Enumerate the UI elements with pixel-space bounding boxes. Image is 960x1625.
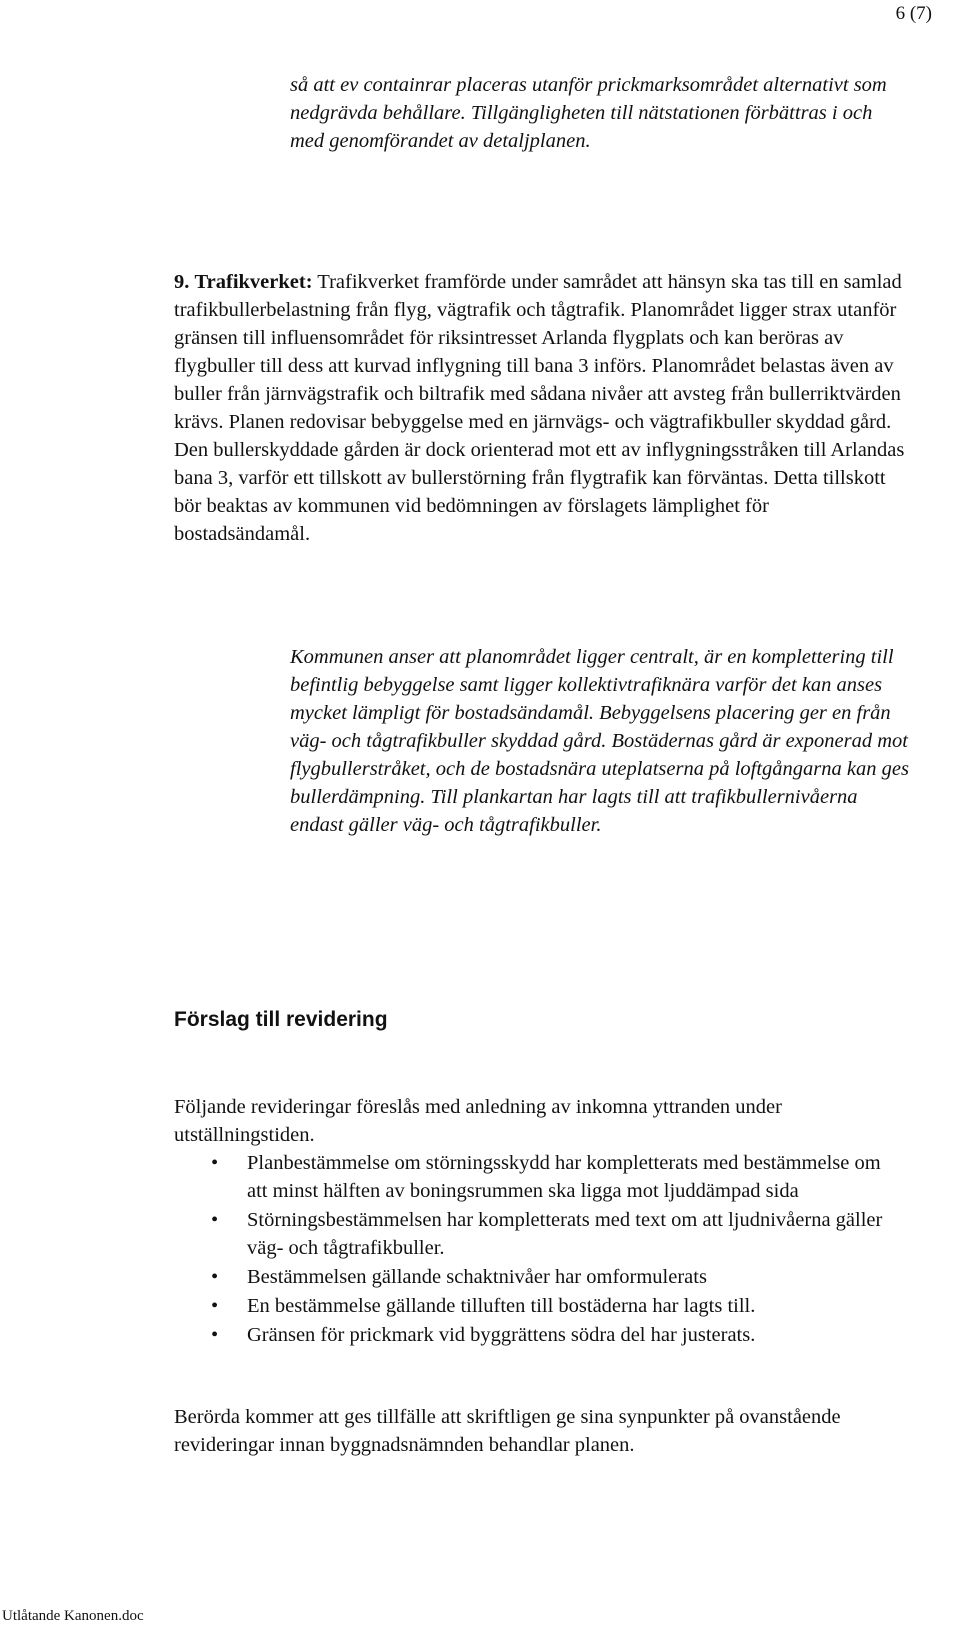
list-item-text: En bestämmelse gällande tilluften till bostäderna har lagts till.: [247, 1295, 756, 1317]
item-9-organization: Trafikverket:: [194, 271, 313, 293]
list-item-text: Störningsbestämmelsen har kompletterats med text om att ljudnivåerna gäller väg- och tågtrafikbuller.: [247, 1209, 883, 1259]
item-9-number: 9.: [174, 271, 190, 293]
bullet-icon: •: [211, 1266, 219, 1288]
list-item-text: Bestämmelsen gällande schaktnivåer har omformulerats: [247, 1266, 707, 1288]
list-item: [174, 1206, 894, 1262]
revision-heading: Förslag till revidering: [174, 1008, 388, 1031]
list-item: [174, 1263, 894, 1291]
item-9-response-paragraph: Kommunen anser att planområdet ligger centralt, är en komplettering till befintlig bebyggelse samt ligger kollektivtrafiknära varför det kan anses mycket lämpligt för bostadsändamål. Bebyggelsens placering ger en från väg- och tågtrafikbuller skyddad gård. Bostädernas gård är exponerad mot flygbullerstråket, och de bostadsnära uteplatserna på loftgångarna kan ges bullerdämpning. Till plankartan har lagts till att trafikbullernivåerna endast gäller väg- och tågtrafikbuller.: [290, 646, 909, 836]
list-item: [174, 1321, 894, 1349]
list-item-text: Planbestämmelse om störningsskydd har kompletterats med bestämmelse om att minst hälften av boningsrummen ska ligga mot ljuddämpad sida: [247, 1152, 881, 1202]
revision-intro: Följande revideringar föreslås med anledning av inkomna yttranden under utställningstiden.: [174, 1096, 782, 1146]
bullet-icon: •: [211, 1209, 219, 1231]
list-item: [174, 1149, 894, 1205]
footer-filename: Utlåtande Kanonen.doc: [2, 1608, 144, 1624]
revision-list: [174, 1149, 894, 1350]
page-number: 6 (7): [895, 3, 932, 24]
top-response-paragraph: så att ev containrar placeras utanför prickmarksområdet alternativt som nedgrävda behållare. Tillgängligheten till nätstationen förbättras i och med genomförandet av detaljplanen.: [290, 74, 887, 152]
list-item: [174, 1292, 894, 1320]
bullet-icon: •: [211, 1324, 219, 1346]
item-9-text: Trafikverket framförde under samrådet att hänsyn ska tas till en samlad trafikbullerbelastning från flyg, vägtrafik och tågtrafik. Planområdet ligger strax utanför gränsen till influensområdet för riksintresset Arlanda flygplats och kan beröras av flygbuller till dess att kurvad inflygning till bana 3 införs. Planområdet belastas även av buller från järnvägstrafik och biltrafik med sådana nivåer att avsteg från bullerriktvärden krävs. Planen redovisar bebyggelse med en järnvägs- och vägtrafikbuller skyddad gård. Den bullerskyddade gården är dock orienterad mot ett av inflygningsstråken till Arlandas bana 3, varför ett tillskott av bullerstörning från flygtrafik kan förväntas. Detta tillskott bör beaktas av kommunen vid bedömningen av förslagets lämplighet för bostadsändamål.: [174, 271, 905, 545]
bullet-icon: •: [211, 1152, 219, 1174]
item-9-paragraph: [174, 268, 909, 548]
list-item-text: Gränsen för prickmark vid byggrättens södra del har justerats.: [247, 1324, 756, 1346]
closing-paragraph: Berörda kommer att ges tillfälle att skriftligen ge sina synpunkter på ovanstående revideringar innan byggnadsnämnden behandlar planen.: [174, 1406, 841, 1456]
bullet-icon: •: [211, 1295, 219, 1317]
